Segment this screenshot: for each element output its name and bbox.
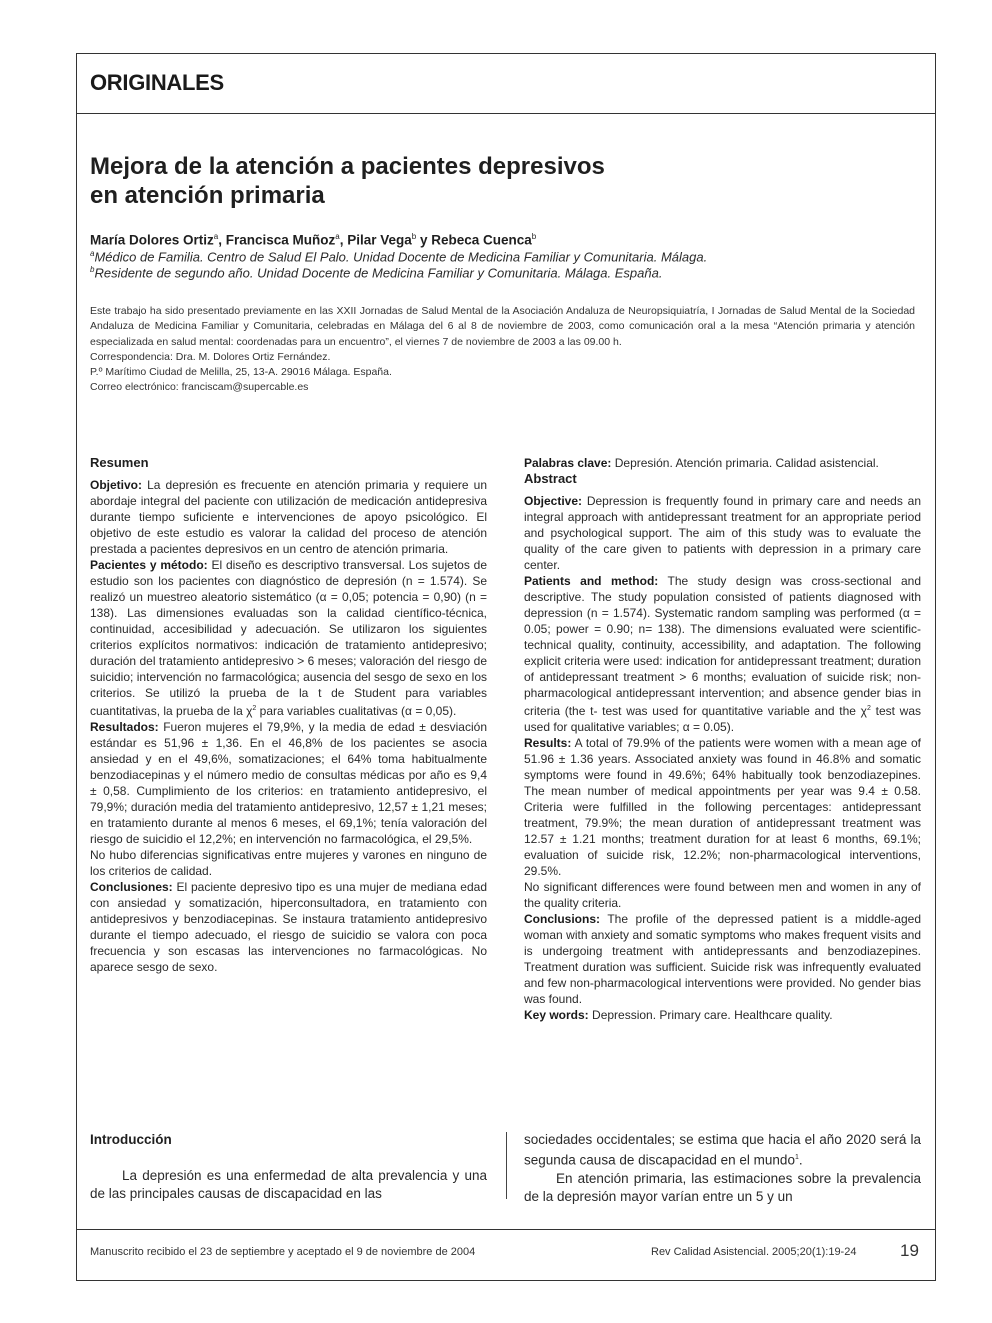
intro-right-column — [524, 1131, 921, 1206]
label: Conclusiones: — [90, 880, 173, 894]
resumen-objetivo — [90, 477, 487, 557]
resumen-conclusiones — [90, 879, 487, 975]
label: Resultados: — [90, 720, 159, 734]
title-line-1: Mejora de la atención a pacientes depresivos — [90, 153, 605, 180]
author-sup: b — [531, 232, 537, 241]
abstract-results-2: No significant differences were found between men and women in any of the quality criteria. — [524, 880, 921, 910]
palabras-clave — [524, 455, 921, 471]
author-name: María Dolores Ortiz — [90, 232, 214, 248]
article-title — [90, 152, 890, 210]
affiliation-text: Residente de segundo año. Unidad Docente de Medicina Familiar y Comunitaria. Málaga. España. — [94, 265, 663, 281]
text: Depression. Primary care. Healthcare quality. — [588, 1008, 833, 1022]
abstract-heading: Abstract — [524, 471, 577, 486]
correspondence: Correspondencia: Dra. M. Dolores Ortiz Fernández. — [90, 350, 331, 363]
article-notes — [90, 304, 915, 396]
affiliation-sup: b — [90, 265, 95, 274]
intro-paragraph-2: En atención primaria, las estimaciones sobre la prevalencia de la depresión mayor varían entre un 5 y un — [524, 1170, 921, 1204]
label: Key words: — [524, 1008, 589, 1022]
section-title: ORIGINALES — [90, 70, 224, 95]
author-sup: a — [335, 232, 340, 241]
abstract-conclusions — [524, 911, 921, 1007]
resumen-metodo — [90, 557, 487, 719]
author-name: , Francisca Muñoz — [218, 232, 336, 248]
resumen-resultados — [90, 719, 487, 847]
label: Patients and method: — [524, 574, 659, 588]
text: The profile of the depressed patient is a middle-aged woman with anxiety and somatic symptoms who makes frequent visits and is undergoing treatment with antidepressants and benzodiazepines. Treatment duration was sufficient. Suicide risk was infrequently evaluated and few non-pharmacological interventions were provided. No gender bias was found. — [524, 912, 921, 1006]
footer-rule — [76, 1229, 936, 1230]
reference-sup: 1 — [794, 1154, 799, 1161]
resumen-resultados-2: No hubo diferencias significativas entre mujeres y varones en ninguno de los criterios de calidad. — [90, 848, 487, 878]
author-name: , Pilar Vega — [339, 232, 412, 248]
page-number: 19 — [900, 1241, 919, 1260]
label: Pacientes y método: — [90, 558, 208, 572]
email: Correo electrónico: franciscam@supercable.es — [90, 381, 309, 394]
intro-heading: Introducción — [90, 1132, 172, 1147]
sup: 2 — [252, 705, 257, 712]
received-note: Manuscrito recibido el 23 de septiembre y aceptado el 9 de noviembre de 2004 — [90, 1246, 476, 1258]
intro-paragraph-1: La depresión es una enfermedad de alta prevalencia y una de las principales causas de discapacidad en las — [90, 1168, 487, 1201]
title-line-2: en atención primaria — [90, 182, 325, 209]
intro-paragraph-1-cont — [524, 1131, 921, 1170]
section-header — [76, 53, 936, 114]
text: Fueron mujeres el 79,9%, y la media de edad ± desviación estándar es 51,96 ± 1,36. En el 46,8% de los pacientes se asocia ansiedad y en el 49,6%, somatizaciones; el 64% toma habitualmente benzodiacepinas y el número medio de consultas médicas por año es 9,4 ± 0,58. Cumplimiento de los criterios: en tratamiento antidepresivo, el 79,9%; duración media del tratamiento antidepresivo, 12,57 ± 1,21 meses; en tratamiento durante al menos 6 meses, el 69,1%; tenía valoración del riesgo de suicidio el 12,2%; en intervención no farmacológica, el 29,5%. — [90, 720, 487, 846]
label: Results: — [524, 736, 572, 750]
affiliation-b — [90, 265, 910, 280]
text: A total of 79.9% of the patients were women with a mean age of 51.96 ± 1.36 years. Associated anxiety was found in 46.8% and somatic symptoms were found in 49.6%; 64% habitually took benzodiazepines. The mean number of medical appointments per year was 9.4 ± 0.58. Criteria were fulfilled in the following percentages: antidepressant treatment, 79.9%; the mean duration of antidepressant treatment was 12.57 ± 1.21 months; treatment duration for at least 6 months, 69.1%; evaluation of suicide risk, 12.2%; non-pharmacological interventions, 29.5%. — [524, 736, 921, 878]
label: Objetivo: — [90, 478, 143, 492]
label: Objective: — [524, 494, 583, 508]
affiliation-a — [90, 249, 910, 264]
text: El paciente depresivo tipo es una mujer de mediana edad con ansiedad y somatización, hiperconsultadora, en tratamiento con antidepresivos y benzodiacepinas. Se instaura tratamiento antidepresivo durante el tiempo adecuado, el riesgo de suicidio se valora con poca frecuencia y son escasas las intervenciones no farmacológicas. No aparece sesgo de sexo. — [90, 880, 487, 974]
abstract-results — [524, 735, 921, 879]
affiliation-text: Médico de Familia. Centro de Salud El Palo. Unidad Docente de Medicina Familiar y Comunitaria. Málaga. — [94, 249, 708, 265]
author-sup: b — [411, 232, 417, 241]
author-sup: a — [213, 232, 219, 241]
text: . — [798, 1152, 803, 1168]
column-divider — [506, 1132, 507, 1199]
label: Palabras clave: — [524, 456, 612, 470]
text: test was used for qualitative variables; α = 0.05). — [524, 704, 921, 734]
author-name: y Rebeca Cuenca — [416, 232, 532, 248]
text: Depresión. Atención primaria. Calidad asistencial. — [611, 456, 879, 470]
address: P.º Marítimo Ciudad de Melilla, 25, 13-A. 29016 Málaga. España. — [90, 366, 392, 379]
text: Depression is frequently found in primary care and needs an integral approach with antidepressant treatment for an appropriate period and psychological support. The aim of this study was to evaluate the quality of the care given to patients with depression in a primary care center. — [524, 494, 921, 572]
resumen-heading: Resumen — [90, 455, 149, 470]
label: Conclusions: — [524, 912, 601, 926]
journal-citation: Rev Calidad Asistencial. 2005;20(1):19-24 — [651, 1246, 857, 1258]
abstract-column — [524, 455, 921, 1023]
key-words — [524, 1007, 921, 1023]
intro-left-column — [90, 1131, 487, 1203]
text: La depresión es frecuente en atención primaria y requiere un abordaje integral del paciente con utilización de medicación antidepresiva durante tiempo suficiente e intervenciones de apoyo psicológico. El objetivo de este estudio es valorar la calidad del proceso de atención prestada a pacientes depresivos en un centro de atención primaria. — [90, 478, 487, 556]
text: para variables cualitativas (α = 0,05). — [256, 704, 457, 718]
affiliation-sup: a — [90, 249, 95, 258]
sup: 2 — [866, 705, 871, 712]
resumen-column — [90, 455, 487, 975]
author-list — [90, 232, 910, 248]
abstract-method — [524, 573, 921, 735]
presentation-note: Este trabajo ha sido presentado previamente en las XXII Jornadas de Salud Mental de la Asociación Andaluza de Neuropsiquiatría, I Jornadas de Salud Mental de la Sociedad Andaluza de Medicina Familiar y Comunitaria, celebradas en Málaga del 6 al 8 de noviembre de 2003, como comunicación oral a la mesa “Atención primaria y atención especializada en salud mental: coordenadas para un encuentro”, el viernes 7 de noviembre de 2003 a las 09.00 h. — [90, 305, 915, 348]
text: El diseño es descriptivo transversal. Los sujetos de estudio son los pacientes con diagnóstico de depresión (n = 1.574). Se realizó un muestreo aleatorio sistemático (α = 0,05; potencia = 0,90) (n = 138). Las dimensiones evaluadas son la calidad científico-técnica, continuidad, accesibilidad y adecuación. Se utilizaron los siguientes criterios explícitos normativos: indicación de tratamiento antidepresivo; duración del tratamiento antidepresivo > 6 meses; valoración del riesgo de suicidio; intervención no farmacológica; ausencia del sesgo de sexo en los criterios. Se utilizó la prueba de la t de Student para variables cuantitativas, la prueba de la χ — [90, 558, 487, 718]
abstract-objective — [524, 493, 921, 573]
text: The study design was cross-sectional and descriptive. The study population consisted of patients diagnosed with depression (n = 1.574). Systematic random sampling was performed (α = 0.05; power = 0.90; n= 138). The dimensions evaluated were scientific-technical quality, continuity, accessibility, and adaptation. The following explicit criteria were used: indication for antidepressant treatment; duration of antidepressant treatment > 6 months; evaluation of suicide risk; non-pharmacological antidepressant intervention; and absence gender bias in criteria (the t- test was used for quantitative variable and the χ — [524, 574, 921, 718]
text: sociedades occidentales; se estima que hacia el año 2020 será la segunda causa de discapacidad en el mundo — [524, 1132, 921, 1168]
